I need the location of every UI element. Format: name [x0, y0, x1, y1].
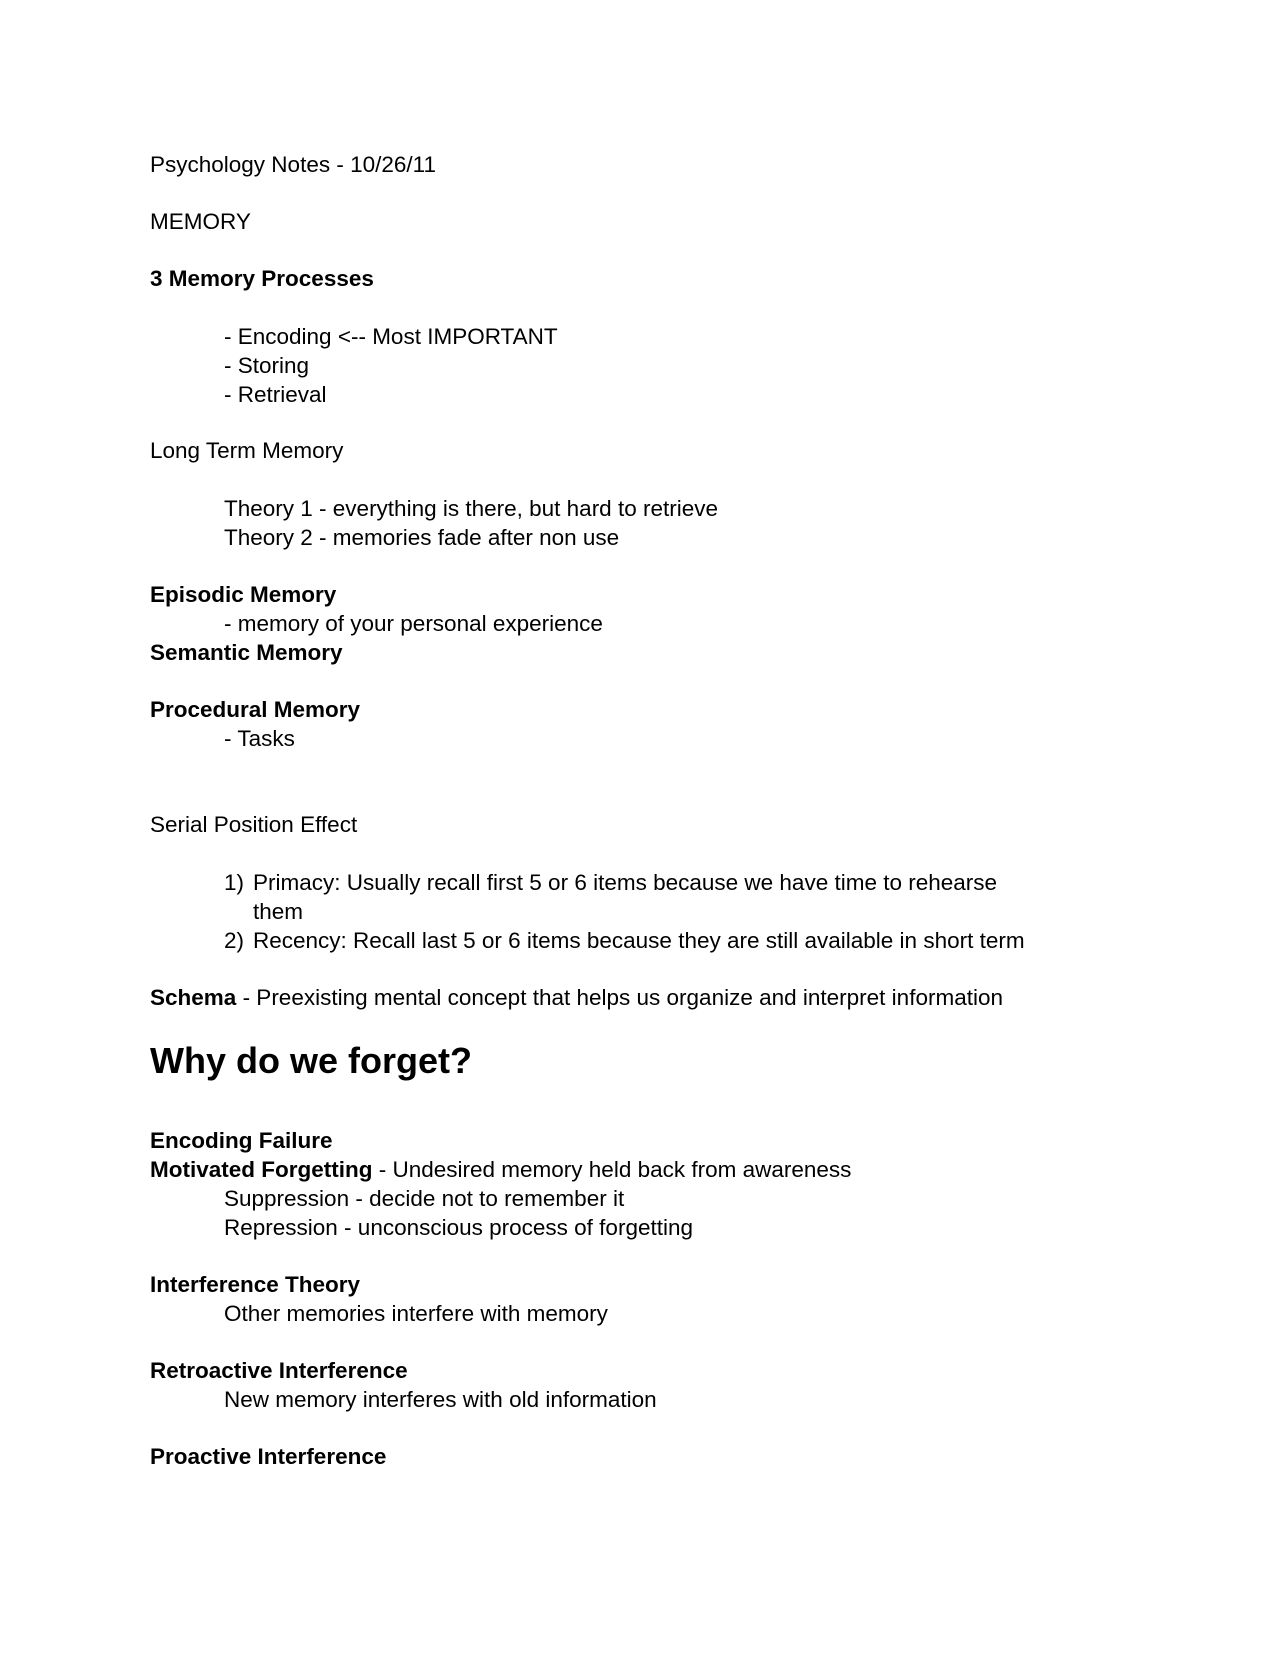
suppression-line: Suppression - decide not to remember it — [224, 1186, 625, 1211]
process-item: - Encoding <-- Most IMPORTANT — [224, 324, 558, 349]
serial-item-1-cont: them — [253, 899, 304, 924]
episodic-desc: - memory of your personal experience — [224, 611, 603, 636]
serial-item-1-num: 1) — [224, 870, 245, 895]
semantic-heading: Semantic Memory — [150, 640, 343, 665]
long-term-heading: Long Term Memory — [150, 438, 344, 463]
motivated-line — [150, 1155, 851, 1184]
procedural-heading: Procedural Memory — [150, 697, 361, 722]
process-item: - Retrieval — [224, 382, 327, 407]
serial-item-1: Primacy: Usually recall first 5 or 6 items because we have time to rehearse — [253, 870, 998, 895]
motivated-term: Motivated Forgetting — [150, 1157, 373, 1182]
serial-heading: Serial Position Effect — [150, 812, 358, 837]
retroactive-desc: New memory interferes with old information — [224, 1387, 657, 1412]
interference-heading: Interference Theory — [150, 1272, 361, 1297]
serial-item-2: Recency: Recall last 5 or 6 items because they are still available in short term — [253, 928, 1025, 953]
processes-heading: 3 Memory Processes — [150, 266, 374, 291]
schema-def: - Preexisting mental concept that helps us organize and interpret information — [236, 985, 1003, 1010]
schema-term: Schema — [150, 985, 237, 1010]
procedural-desc: - Tasks — [224, 726, 295, 751]
motivated-def: - Undesired memory held back from awareness — [372, 1157, 852, 1182]
topic-label: MEMORY — [150, 209, 251, 234]
theory-2: Theory 2 - memories fade after non use — [224, 525, 620, 550]
retroactive-heading: Retroactive Interference — [150, 1358, 408, 1383]
doc-title: Psychology Notes - 10/26/11 — [150, 152, 436, 177]
encoding-failure-heading: Encoding Failure — [150, 1128, 333, 1153]
interference-desc: Other memories interfere with memory — [224, 1301, 608, 1326]
serial-item-2-num: 2) — [224, 928, 245, 953]
theory-1: Theory 1 - everything is there, but hard to retrieve — [224, 496, 718, 521]
proactive-heading: Proactive Interference — [150, 1444, 387, 1469]
forget-heading: Why do we forget? — [150, 1040, 472, 1081]
repression-line: Repression - unconscious process of forgetting — [224, 1215, 693, 1240]
episodic-heading: Episodic Memory — [150, 582, 337, 607]
schema-line — [150, 983, 1003, 1012]
process-item: - Storing — [224, 353, 310, 378]
